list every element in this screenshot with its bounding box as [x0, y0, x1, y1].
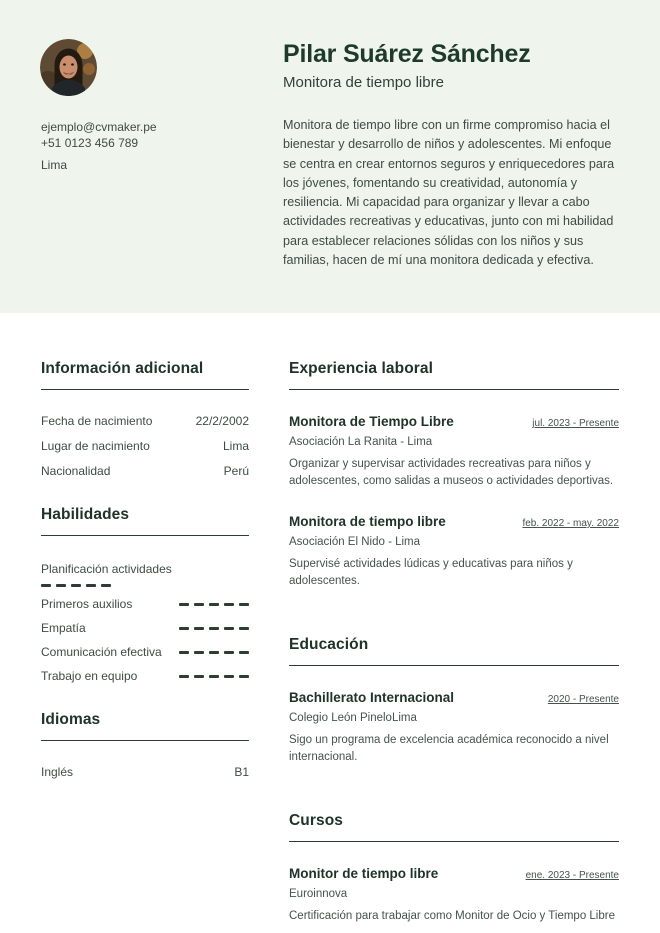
- entry-organization: Asociación El Nido - Lima: [289, 536, 421, 548]
- info-label: Lugar de nacimiento: [41, 439, 150, 453]
- entry-title: Bachillerato Internacional: [289, 690, 455, 705]
- info-label: Nacionalidad: [41, 464, 111, 478]
- language-level: B1: [234, 765, 249, 780]
- additional-info-section: [41, 360, 249, 478]
- entry-description: Certificación para trabajar como Monitor de Ocio y Tiempo Libre: [289, 910, 615, 922]
- entry-organization: Asociación La Ranita - Lima: [289, 436, 433, 448]
- profile-photo-image: [40, 39, 97, 96]
- info-value: 22/2/2002: [195, 414, 249, 428]
- language-row: [41, 765, 249, 779]
- section-divider: [289, 389, 619, 390]
- skill-item: [41, 560, 249, 587]
- entry-description: Supervisé actividades lúdicas y educativas para niños y adolescentes.: [289, 558, 573, 587]
- contact-email: ejemplo@cvmaker.pe: [41, 120, 157, 134]
- info-label: Fecha de nacimiento: [41, 414, 153, 428]
- skill-label: Planificación actividades: [41, 562, 172, 576]
- entry-period: jul. 2023 - Presente: [532, 418, 619, 429]
- skill-level-bar: [179, 651, 249, 654]
- entry-organization: Colegio León PineloLima: [289, 712, 417, 724]
- identity-block: [283, 40, 531, 91]
- left-column: [41, 360, 249, 790]
- section-divider: [41, 535, 249, 536]
- section-divider: [41, 389, 249, 390]
- entry-description: Sigo un programa de excelencia académica reconocido a nivel internacional.: [289, 734, 609, 763]
- skills-section: [41, 506, 249, 683]
- candidate-job-title: Monitora de tiempo libre: [283, 74, 444, 91]
- experience-entry: [289, 514, 619, 590]
- section-heading-education: Educación: [289, 636, 369, 653]
- languages-section: [41, 711, 249, 779]
- profile-photo: [40, 39, 97, 96]
- courses-section: [289, 812, 619, 925]
- entry-header: [289, 514, 619, 529]
- experience-section: [289, 360, 619, 590]
- info-row: [41, 414, 249, 428]
- entry-header: [289, 414, 619, 429]
- skill-item: [41, 621, 249, 635]
- language-label: Inglés: [41, 765, 74, 780]
- contact-phone: +51 0123 456 789: [41, 136, 139, 150]
- section-heading-skills: Habilidades: [41, 506, 130, 523]
- profile-summary: Monitora de tiempo libre con un firme compromiso hacia el bienestar y desarrollo de niños y adolescentes. Mi enfoque se centra en crear entornos seguros y enriquecedores para los jóvenes, fomentando su creatividad, autonomía y resiliencia. Mi capacidad para organizar y llevar a cabo actividades recreativas y educativas, junto con mi habilidad para establecer relaciones sólidas con los niños y sus familias, hacen de mí una monitora dedicada y efectiva.: [283, 118, 615, 268]
- section-divider: [41, 740, 249, 741]
- entry-period: feb. 2022 - may. 2022: [522, 518, 619, 529]
- skill-label: Primeros auxilios: [41, 597, 133, 612]
- skill-item: [41, 669, 249, 683]
- education-entry: [289, 690, 619, 766]
- skill-level-bar: [179, 603, 249, 606]
- section-divider: [289, 841, 619, 842]
- entry-title: Monitor de tiempo libre: [289, 866, 439, 881]
- entry-header: [289, 690, 619, 705]
- entry-organization: Euroinnova: [289, 888, 348, 900]
- entry-period: ene. 2023 - Presente: [525, 870, 619, 881]
- entry-title: Monitora de Tiempo Libre: [289, 414, 454, 429]
- candidate-name: Pilar Suárez Sánchez: [283, 40, 531, 68]
- section-heading-courses: Cursos: [289, 812, 344, 829]
- skill-item: [41, 597, 249, 611]
- skill-label: Trabajo en equipo: [41, 669, 138, 684]
- info-row: [41, 464, 249, 478]
- course-entry: [289, 866, 619, 925]
- skill-level-bar: [179, 675, 249, 678]
- entry-period: 2020 - Presente: [547, 694, 619, 705]
- entry-description: Organizar y supervisar actividades recreativas para niños y adolescentes, como salidas a museos o actividades deportivas.: [289, 458, 614, 487]
- info-value: Lima: [222, 439, 249, 453]
- entry-header: [289, 866, 619, 881]
- cv-header: [0, 0, 660, 313]
- contact-block: [41, 119, 157, 173]
- right-column: [289, 360, 619, 925]
- info-row: [41, 439, 249, 453]
- skill-level-bar: [179, 627, 249, 630]
- education-section: [289, 636, 619, 766]
- section-heading-experience: Experiencia laboral: [289, 360, 434, 377]
- experience-entry: [289, 414, 619, 490]
- skill-label: Empatía: [41, 621, 86, 636]
- section-heading-languages: Idiomas: [41, 711, 101, 729]
- info-value: Perú: [223, 464, 249, 478]
- contact-city: Lima: [41, 158, 68, 172]
- skill-level-bar: [41, 584, 249, 587]
- skill-label: Comunicación efectiva: [41, 645, 162, 660]
- section-heading-additional-info: Información adicional: [41, 360, 204, 377]
- entry-title: Monitora de tiempo libre: [289, 514, 446, 529]
- skill-item: [41, 645, 249, 659]
- section-divider: [289, 665, 619, 666]
